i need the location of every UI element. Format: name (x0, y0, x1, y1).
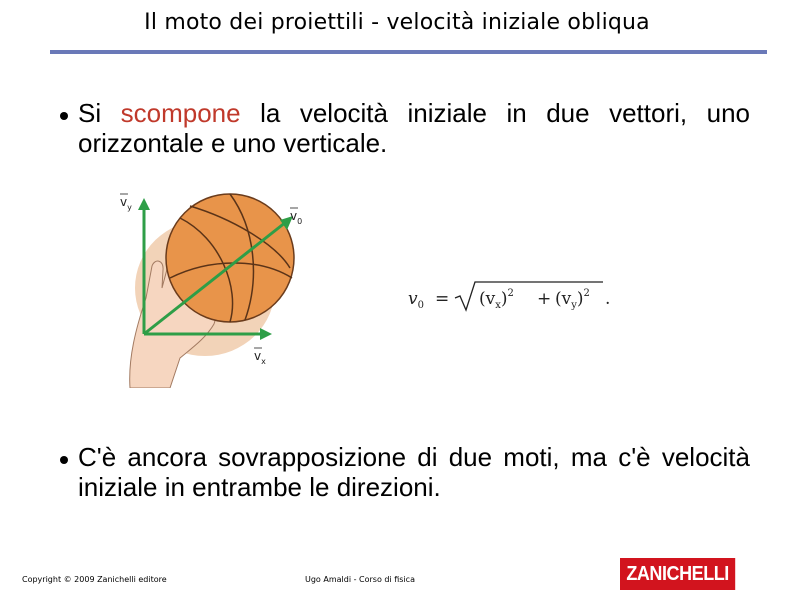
bullet-text-2: C'è ancora sovrapposizione di due moti, ma c'è velocità iniziale in entrambe le direzioni. (78, 442, 750, 502)
bullet-1-highlight: scompone (120, 98, 241, 128)
label-vx: $v_x$ (254, 349, 266, 366)
label-v0: $v_0$ (290, 209, 303, 226)
label-vy: $v_y$ (120, 195, 132, 212)
title-rule (50, 50, 767, 54)
formula-term-vy: $(v_y)^2$ (555, 288, 590, 311)
formula-plus: + (537, 289, 552, 309)
bullet-dot-2 (60, 456, 68, 464)
formula-equals: = (435, 289, 450, 309)
bullet-dot-1 (60, 112, 68, 120)
velocity-decomposition-figure (110, 188, 310, 388)
vx-arrowhead (260, 328, 272, 340)
vy-arrowhead (138, 198, 150, 210)
footer-course: Ugo Amaldi - Corso di fisica (305, 575, 415, 584)
formula-period: . (605, 289, 611, 309)
footer-copyright: Copyright © 2009 Zanichelli editore (22, 575, 167, 584)
bullet-1-pre: Si (78, 98, 121, 128)
formula-lhs: $v_0$ (408, 289, 424, 311)
bullet-text-1 (78, 98, 750, 158)
publisher-logo (620, 558, 735, 590)
publisher-logo-text: ZANICHELLI (626, 562, 729, 585)
slide-title: Il moto dei proiettili - velocità iniziale obliqua (144, 10, 650, 35)
speed-formula (405, 278, 615, 318)
formula-term-vx: $(v_x)^2$ (479, 288, 514, 311)
bullet-1-post: la velocità iniziale in due vettori, uno orizzontale e uno verticale. (78, 98, 750, 158)
